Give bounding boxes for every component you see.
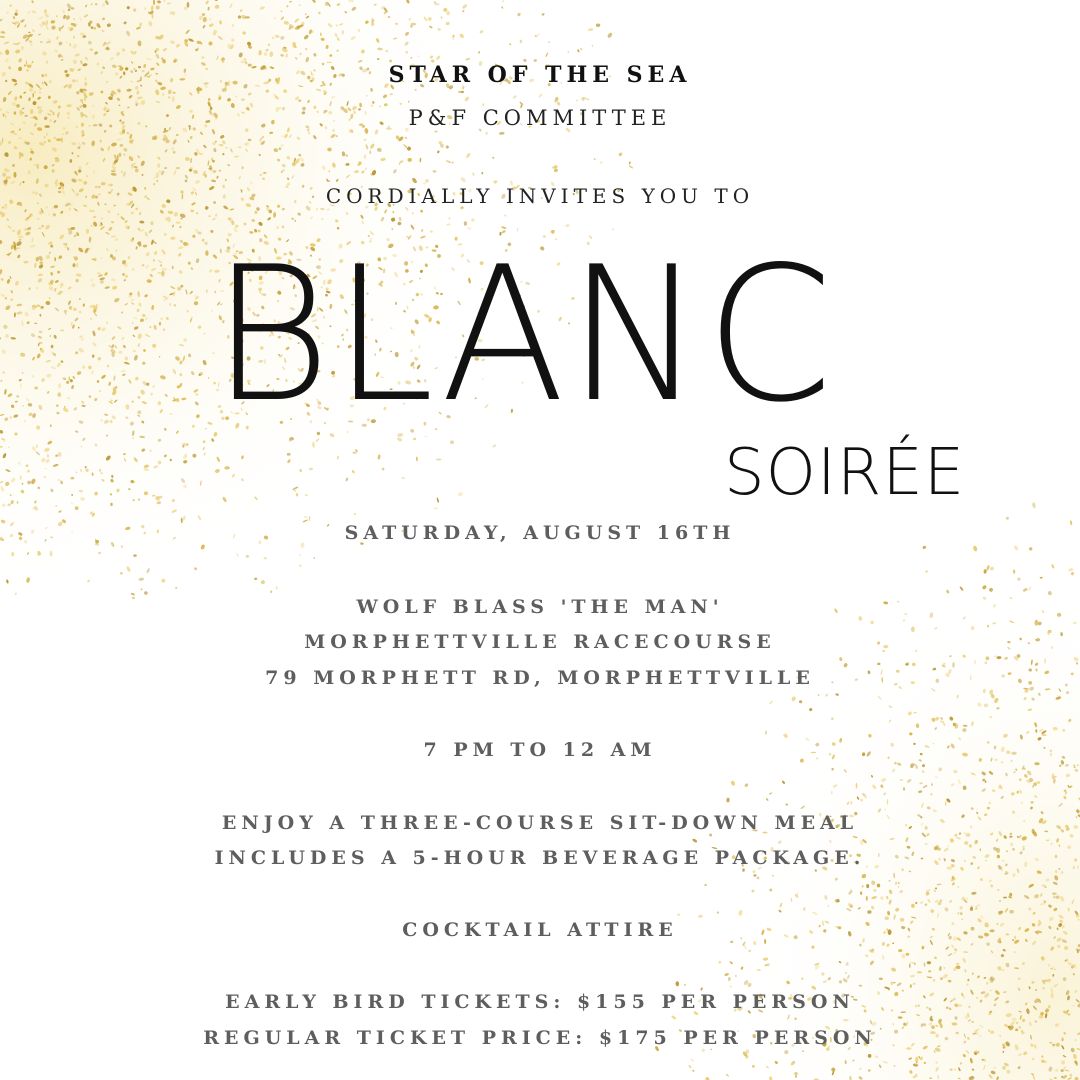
venue-line: 79 MORPHETT RD, MORPHETTVILLE <box>265 667 815 689</box>
meal-line: INCLUDES A 5-HOUR BEVERAGE PACKAGE. <box>214 847 866 869</box>
organization-committee: P&F COMMITTEE <box>408 106 672 130</box>
ticket-price-line: REGULAR TICKET PRICE: $175 PER PERSON <box>203 1027 877 1049</box>
meal-line: ENJOY A THREE-COURSE SIT-DOWN MEAL <box>221 812 859 834</box>
invite-line: CORDIALLY INVITES YOU TO <box>325 184 755 208</box>
event-title-sub: SOIRÉE <box>724 436 966 510</box>
event-title-main: BLANC <box>211 226 835 443</box>
venue-line: WOLF BLASS 'THE MAN' <box>356 596 724 618</box>
event-time: 7 PM TO 12 AM <box>423 739 657 761</box>
dress-code: COCKTAIL ATTIRE <box>402 919 678 941</box>
venue-line: MORPHETTVILLE RACECOURSE <box>304 631 776 653</box>
ticket-price-line: EARLY BIRD TICKETS: $155 PER PERSON <box>225 991 855 1013</box>
organization-name: STAR OF THE SEA <box>388 62 692 88</box>
event-date: SATURDAY, AUGUST 16TH <box>344 522 736 544</box>
